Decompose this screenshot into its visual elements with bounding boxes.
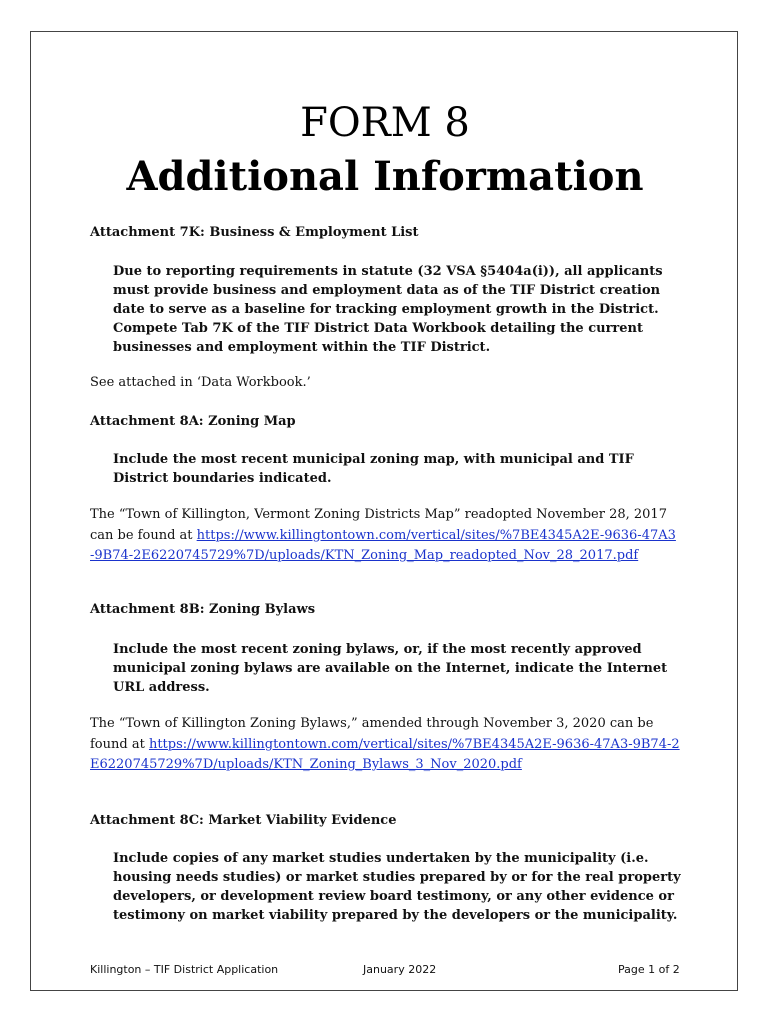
section-instruction-8a: Include the most recent municipal zoning map, with municipal and TIF District boundaries indicated. xyxy=(113,452,634,486)
footer-application-name: Killington – TIF District Application xyxy=(90,963,279,976)
section-heading-8a: Attachment 8A: Zoning Map xyxy=(90,414,296,429)
section-instruction-8b: Include the most recent zoning bylaws, or, if the most recently approved municipal zoning bylaws are available on the Internet, indicate the Internet URL address. xyxy=(113,642,668,695)
section-heading-7k: Attachment 7K: Business & Employment List xyxy=(90,225,419,240)
section-heading-8c: Attachment 8C: Market Viability Evidence xyxy=(90,813,397,828)
section-instruction-8c: Include copies of any market studies undertaken by the municipality (i.e. housing needs studies) or market studies prepared by or for the real property developers, or development review board testimony, or any other evidence or testimony on market viability prepared by the developers or the municipality. xyxy=(113,851,681,923)
form-subtitle: Additional Information xyxy=(126,153,644,200)
section-instruction-7k: Due to reporting requirements in statute (32 VSA §5404a(i)), all applicants must provide business and employment data as of the TIF District creation date to serve as a baseline for tracking employment growth in the District. Compete Tab 7K of the TIF District Data Workbook detailing the current businesses and employment within the TIF District. xyxy=(113,264,663,355)
section-heading-8b: Attachment 8B: Zoning Bylaws xyxy=(90,602,316,617)
response-text-8b: The “Town of Killington Zoning Bylaws,” amended through November 3, 2020 can be found at xyxy=(90,716,654,752)
section-response-7k: See attached in ‘Data Workbook.’ xyxy=(90,375,311,390)
response-text-8a: The “Town of Killington, Vermont Zoning Districts Map” readopted November 28, 2017 can be found at xyxy=(90,507,667,543)
footer-date: January 2022 xyxy=(363,963,437,976)
section-response-8a xyxy=(90,505,680,567)
zoning-map-link[interactable]: https://www.killingtontown.com/vertical/sites/%7BE4345A2E-9636-47A3-9B74-2E6220745729%7D/uploads/KTN_Zoning_Map_readopted_Nov_28_2017.pdf xyxy=(90,527,676,563)
section-response-8b xyxy=(90,714,680,776)
zoning-bylaws-link[interactable]: https://www.killingtontown.com/vertical/sites/%7BE4345A2E-9636-47A3-9B74-2E6220745729%7D/uploads/KTN_Zoning_Bylaws_3_Nov_2020.pdf xyxy=(90,736,680,772)
footer-page-number: Page 1 of 2 xyxy=(618,963,680,976)
form-number-title: FORM 8 xyxy=(300,100,470,146)
